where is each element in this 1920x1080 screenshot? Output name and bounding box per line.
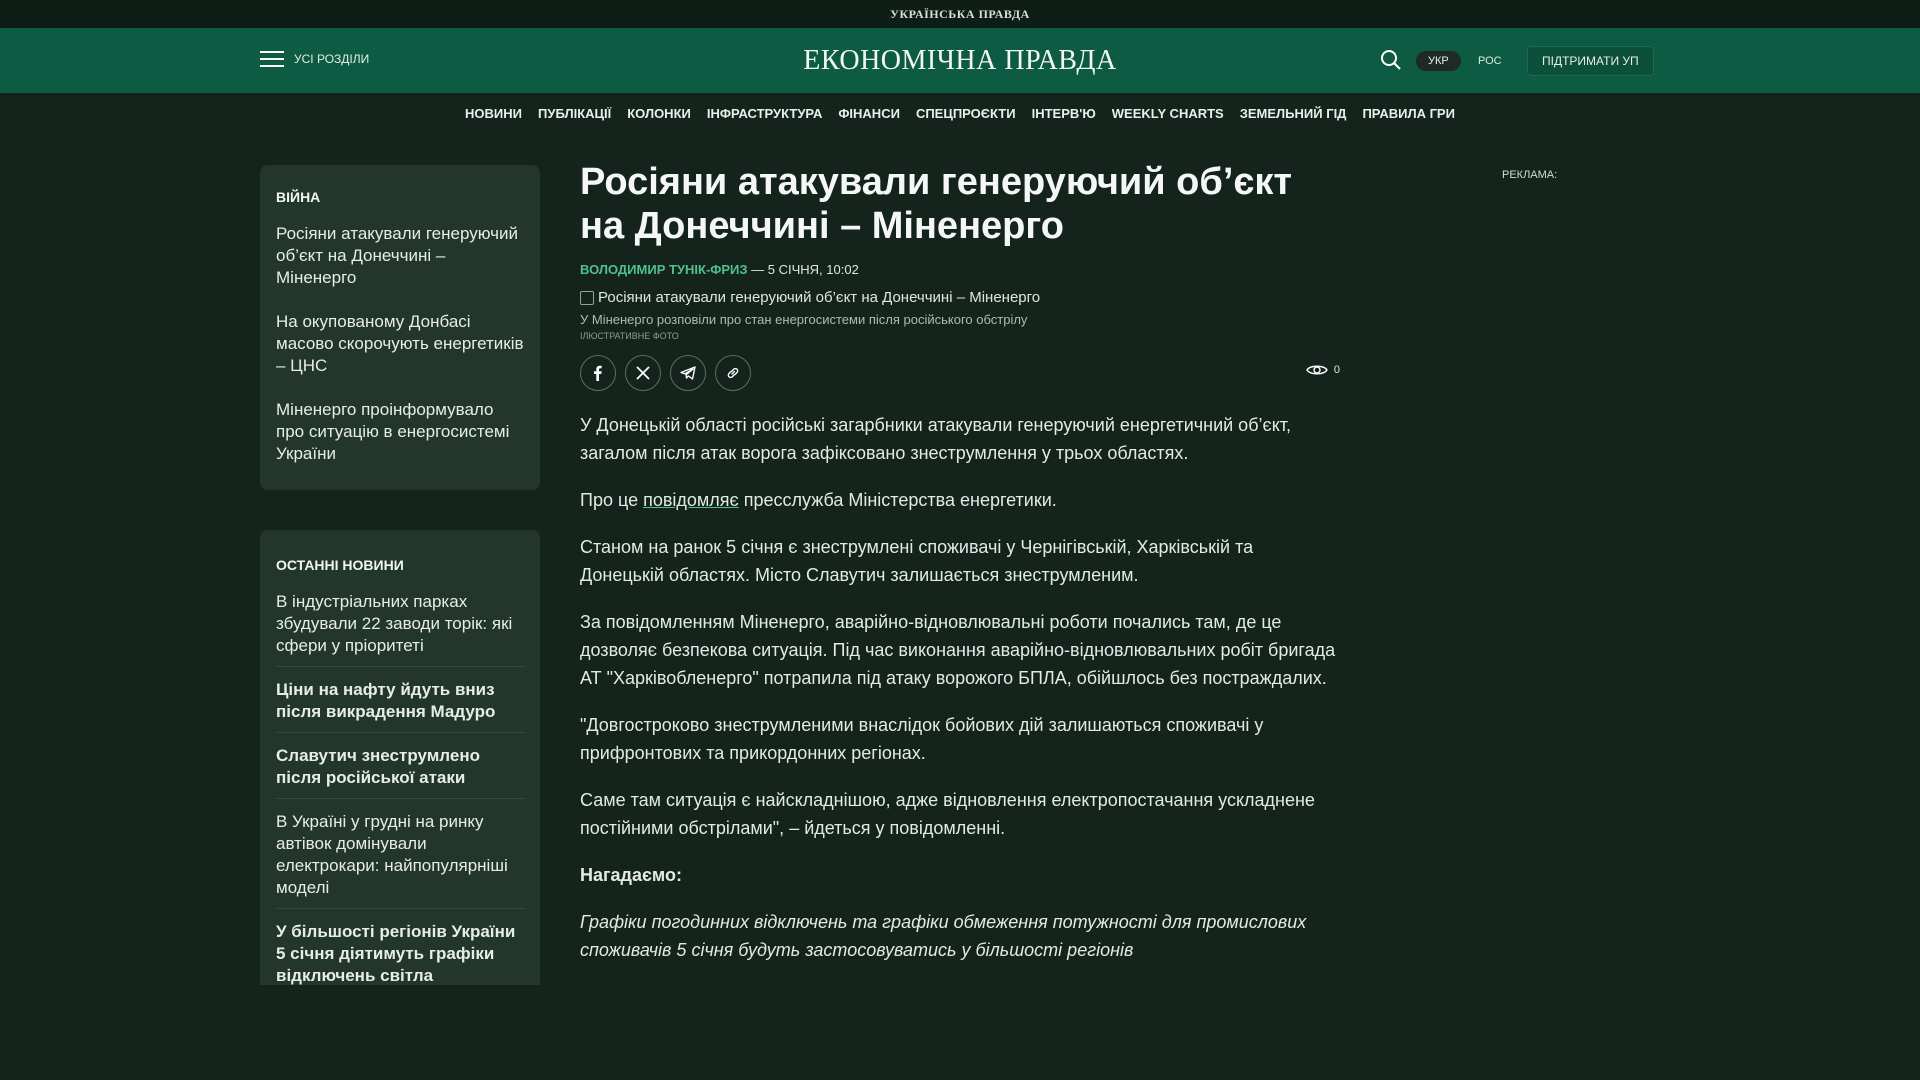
article-body bbox=[580, 411, 1340, 964]
reminder-heading: Нагадаємо: bbox=[580, 865, 682, 885]
nav-item-publications[interactable]: ПУБЛІКАЦІЇ bbox=[538, 105, 612, 121]
nav-item-weekly-charts[interactable]: WEEKLY CHARTS bbox=[1111, 105, 1224, 121]
paragraph: У Донецькій області російські загарбники атакували генеруючий енергетичний об’єкт, загалом після атак ворога зафіксовано знеструмлення у трьох областях. bbox=[580, 415, 1292, 463]
copy-link-button[interactable] bbox=[715, 355, 751, 391]
facebook-share-button[interactable] bbox=[580, 355, 616, 391]
divider bbox=[276, 798, 526, 799]
nav-item-finance[interactable]: ФІНАНСИ bbox=[838, 105, 900, 121]
latest-news-sidebar bbox=[260, 530, 540, 1000]
image-credit: ІЛЮСТРАТИВНЕ ФОТО bbox=[580, 331, 679, 341]
list-item[interactable]: На окупованому Донбасі масово скорочують енергетиків – ЦНС bbox=[276, 312, 524, 375]
nav-item-land-guide[interactable]: ЗЕМЕЛЬНИЙ ГІД bbox=[1239, 105, 1347, 121]
views-count: 0 bbox=[1333, 364, 1340, 376]
x-share-button[interactable] bbox=[625, 355, 661, 391]
site-logo[interactable]: ЕКОНОМІЧНА ПРАВДА bbox=[803, 45, 1117, 76]
article bbox=[580, 160, 1340, 983]
all-sections-label: УСІ РОЗДІЛИ bbox=[294, 52, 370, 66]
paragraph-text: пресслужба Міністерства енергетики. bbox=[738, 490, 1057, 510]
article-title: Росіяни атакували генеруючий об’єкт на Донеччині – Міненерго bbox=[580, 161, 1293, 247]
list-item[interactable]: Славутич знеструмлено після російської атаки bbox=[276, 746, 480, 787]
top-strip bbox=[0, 0, 1920, 28]
publish-date: — 5 СІЧНЯ, 10:02 bbox=[747, 262, 859, 277]
views-counter bbox=[1306, 363, 1340, 377]
search-icon[interactable] bbox=[1380, 49, 1402, 71]
divider bbox=[276, 908, 526, 909]
site-header bbox=[0, 28, 1920, 93]
nav-item-rules-of-game[interactable]: ПРАВИЛА ГРИ bbox=[1362, 105, 1455, 121]
bottom-overlay bbox=[0, 985, 1920, 1080]
broken-image-icon bbox=[580, 291, 594, 305]
share-bar bbox=[580, 355, 1340, 391]
telegram-share-button[interactable] bbox=[670, 355, 706, 391]
nav-item-infrastructure[interactable]: ІНФРАСТРУКТУРА bbox=[706, 105, 823, 121]
main-nav bbox=[0, 93, 1920, 133]
source-link[interactable]: повідомляє bbox=[643, 490, 739, 510]
nav-item-special-projects[interactable]: СПЕЦПРОЄКТИ bbox=[915, 105, 1016, 121]
link-icon bbox=[725, 365, 741, 381]
war-sidebar bbox=[260, 165, 540, 490]
list-item[interactable]: Міненерго проінформувало про ситуацію в енергосистемі України bbox=[276, 400, 510, 463]
nav-item-interview[interactable]: ІНТЕРВ'Ю bbox=[1031, 105, 1096, 121]
telegram-icon bbox=[680, 365, 696, 381]
byline bbox=[580, 262, 1340, 277]
paragraph: Графіки погодинних відключень та графіки обмеження потужності для промислових споживачів 5 січня будуть застосовуватись у більшості регіонів bbox=[580, 912, 1307, 960]
up-brand-link[interactable]: УКРАЇНСЬКА ПРАВДА bbox=[890, 6, 1030, 21]
author-link[interactable]: ВОЛОДИМИР ТУНІК-ФРИЗ bbox=[580, 262, 748, 277]
latest-news-title[interactable]: ОСТАННІ НОВИНИ bbox=[276, 557, 404, 573]
support-button[interactable]: ПІДТРИМАТИ УП bbox=[1527, 46, 1654, 76]
nav-item-news[interactable]: НОВИНИ bbox=[465, 105, 523, 121]
facebook-icon bbox=[590, 365, 606, 381]
paragraph: Саме там ситуація є найскладнішою, адже відновлення електропостачання ускладнене постійними обстрілами", – йдеться у повідомленні. bbox=[580, 790, 1315, 838]
paragraph bbox=[580, 486, 1340, 514]
article-image bbox=[580, 289, 1340, 306]
paragraph: Станом на ранок 5 січня є знеструмлені споживачі у Чернігівській, Харківській та Донецькій областях. Місто Славутич залишається знеструмленим. bbox=[580, 537, 1254, 585]
list-item[interactable]: У більшості регіонів України 5 січня діятимуть графіки відключень світла bbox=[276, 922, 516, 985]
war-sidebar-title[interactable]: ВІЙНА bbox=[276, 189, 321, 205]
divider bbox=[276, 666, 526, 667]
list-item[interactable]: Ціни на нафту йдуть вниз після викрадення Мадуро bbox=[276, 680, 496, 721]
image-alt-text: Росіяни атакували генеруючий об’єкт на Донеччині – Міненерго bbox=[598, 289, 1041, 306]
paragraph: За повідомленням Міненерго, аварійно-відновлювальні роботи почались там, де це дозволяє безпекова ситуація. Під час виконання аварійно-відновлювальних робіт бригада АТ "Харківобленерго" потрапила під атаку ворожого БПЛА, обійшлось без постраждалих. bbox=[580, 612, 1336, 688]
list-item[interactable]: В індустріальних парках збудували 22 заводи торік: які сфери у пріоритеті bbox=[276, 592, 513, 655]
ad-label: РЕКЛАМА: bbox=[1502, 169, 1558, 181]
image-caption: У Міненерго розповіли про стан енергосистеми після російського обстрілу bbox=[580, 312, 1028, 327]
paragraph-text: Про це bbox=[580, 490, 644, 510]
eye-icon bbox=[1306, 363, 1328, 377]
nav-item-columns[interactable]: КОЛОНКИ bbox=[627, 105, 691, 121]
list-item[interactable]: В Україні у грудні на ринку автівок домінували електрокари: найпопулярніші моделі bbox=[276, 812, 508, 897]
list-item[interactable]: Росіяни атакували генеруючий об’єкт на Донеччині – Міненерго bbox=[276, 224, 518, 287]
paragraph: "Довгостроково знеструмленими внаслідок бойових дій залишаються споживачі у прифронтових та прикордонних регіонах. bbox=[580, 715, 1264, 763]
x-icon bbox=[636, 366, 650, 380]
lang-ros-button[interactable]: РОС bbox=[1478, 55, 1502, 67]
lang-ukr-button[interactable]: УКР bbox=[1416, 51, 1461, 71]
divider bbox=[276, 732, 526, 733]
